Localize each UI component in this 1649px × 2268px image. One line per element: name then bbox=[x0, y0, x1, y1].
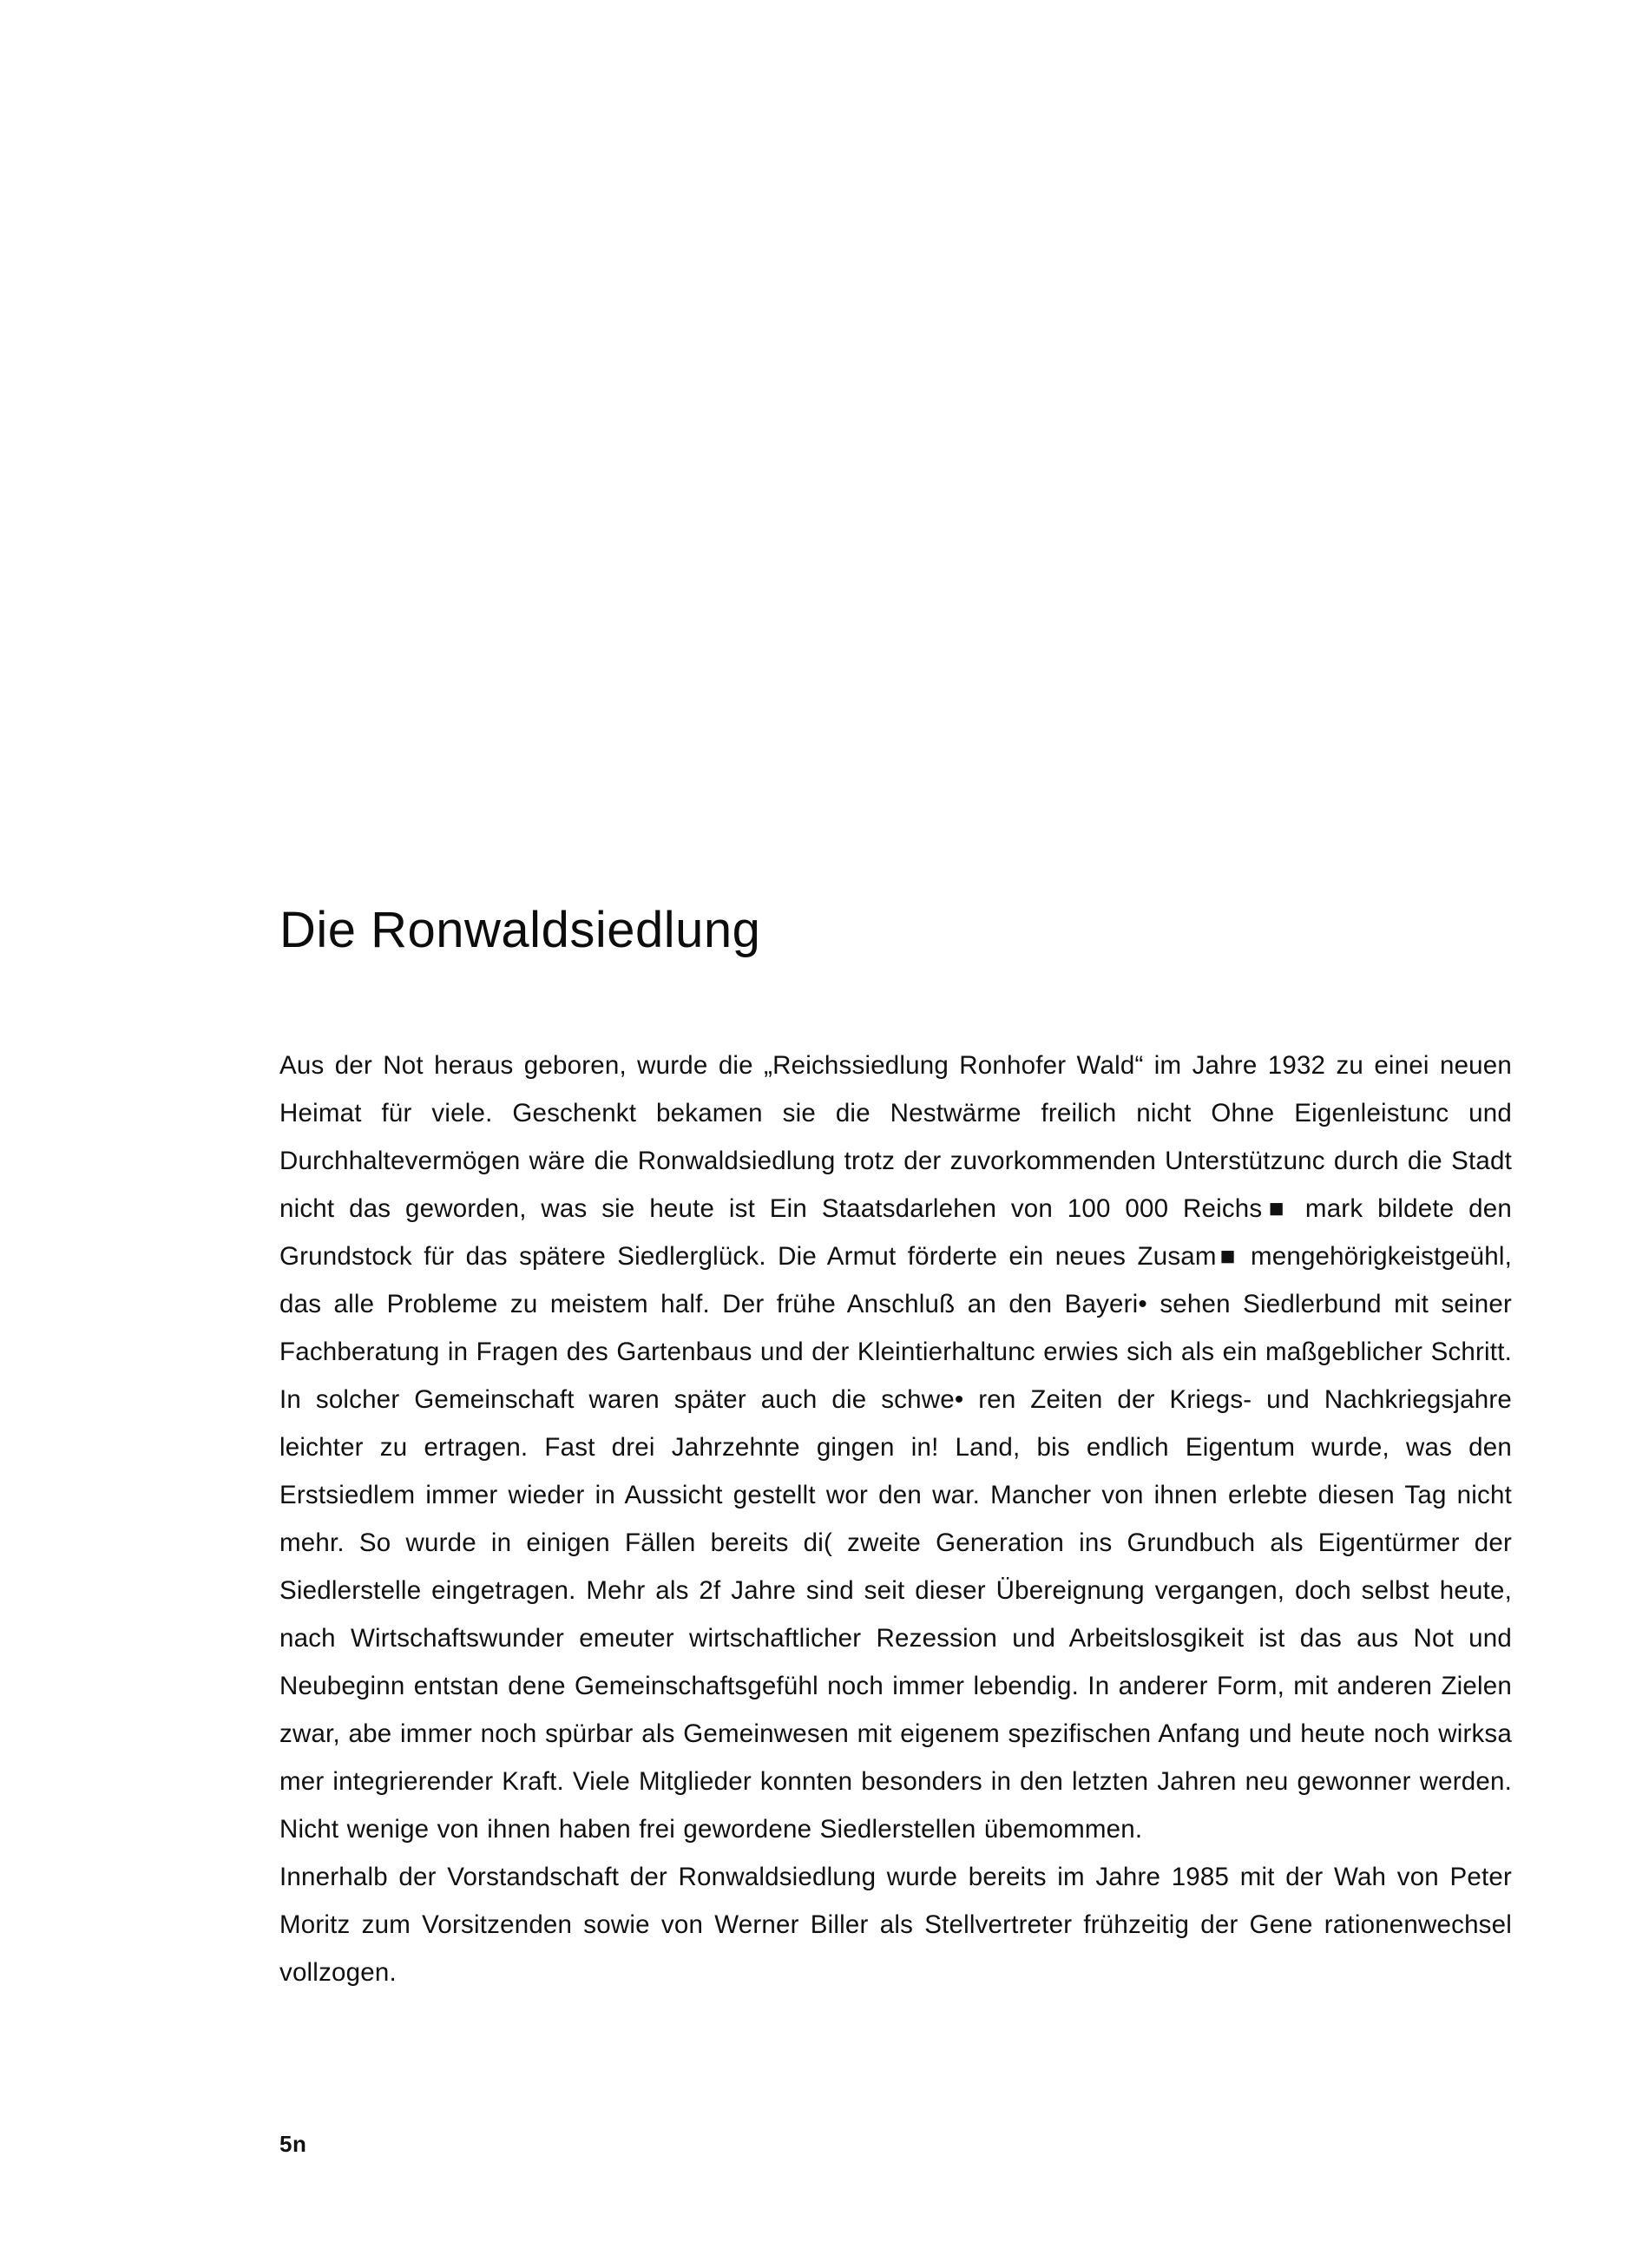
paragraph-2: Innerhalb der Vorstandschaft der Ronwaldsiedlung wurde bereits im Jahre 1985 mit der Wah von Peter Moritz zum Vorsitzenden sowie von Werner Biller als Stellvertreter frühzeitig der Gene rationenwechsel vollzogen. bbox=[279, 1862, 1512, 1987]
page-number: 5n bbox=[279, 2131, 307, 2157]
page-content bbox=[279, 903, 1512, 1996]
body-text bbox=[279, 1042, 1512, 1996]
paragraph-1: Aus der Not heraus geboren, wurde die „Reichssiedlung Ronhofer Wald“ im Jahre 1932 zu einei neuen Heimat für viele. Geschenkt bekamen sie die Nestwärme freilich nicht Ohne Eigenleistunc und Durchhaltevermögen wäre die Ronwaldsiedlung trotz der zuvorkommenden Unterstützunc durch die Stadt nicht das geworden, was sie heute ist Ein Staatsdarlehen von 100 000 Reichs■ mark bildete den Grundstock für das spätere Siedlerglück. Die Armut förderte ein neues Zusam■ mengehörigkeistgeühl, das alle Probleme zu meistem half. Der frühe Anschluß an den Bayeri• sehen Siedlerbund mit seiner Fachberatung in Fragen des Gartenbaus und der Kleintierhaltunc erwies sich als ein maßgeblicher Schritt. In solcher Gemeinschaft waren später auch die schwe• ren Zeiten der Kriegs- und Nachkriegsjahre leichter zu ertragen. Fast drei Jahrzehnte gingen in! Land, bis endlich Eigentum wurde, was den Erstsiedlem immer wieder in Aussicht gestellt wor den war. Mancher von ihnen erlebte diesen Tag nicht mehr. So wurde in einigen Fällen bereits di( zweite Generation ins Grundbuch als Eigentürmer der Siedlerstelle eingetragen. Mehr als 2f Jahre sind seit dieser Übereignung vergangen, doch selbst heute, nach Wirtschaftswunder emeuter wirtschaftlicher Rezession und Arbeitslosgikeit ist das aus Not und Neubeginn entstan dene Gemeinschaftsgefühl noch immer lebendig. In anderer Form, mit anderen Zielen zwar, abe immer noch spürbar als Gemeinwesen mit eigenem spezifischen Anfang und heute noch wirksa mer integrierender Kraft. Viele Mitglieder konnten besonders in den letzten Jahren neu gewonner werden. Nicht wenige von ihnen haben frei gewordene Siedlerstellen übemommen. bbox=[279, 1050, 1512, 1844]
page-title: Die Ronwaldsiedlung bbox=[279, 902, 761, 958]
